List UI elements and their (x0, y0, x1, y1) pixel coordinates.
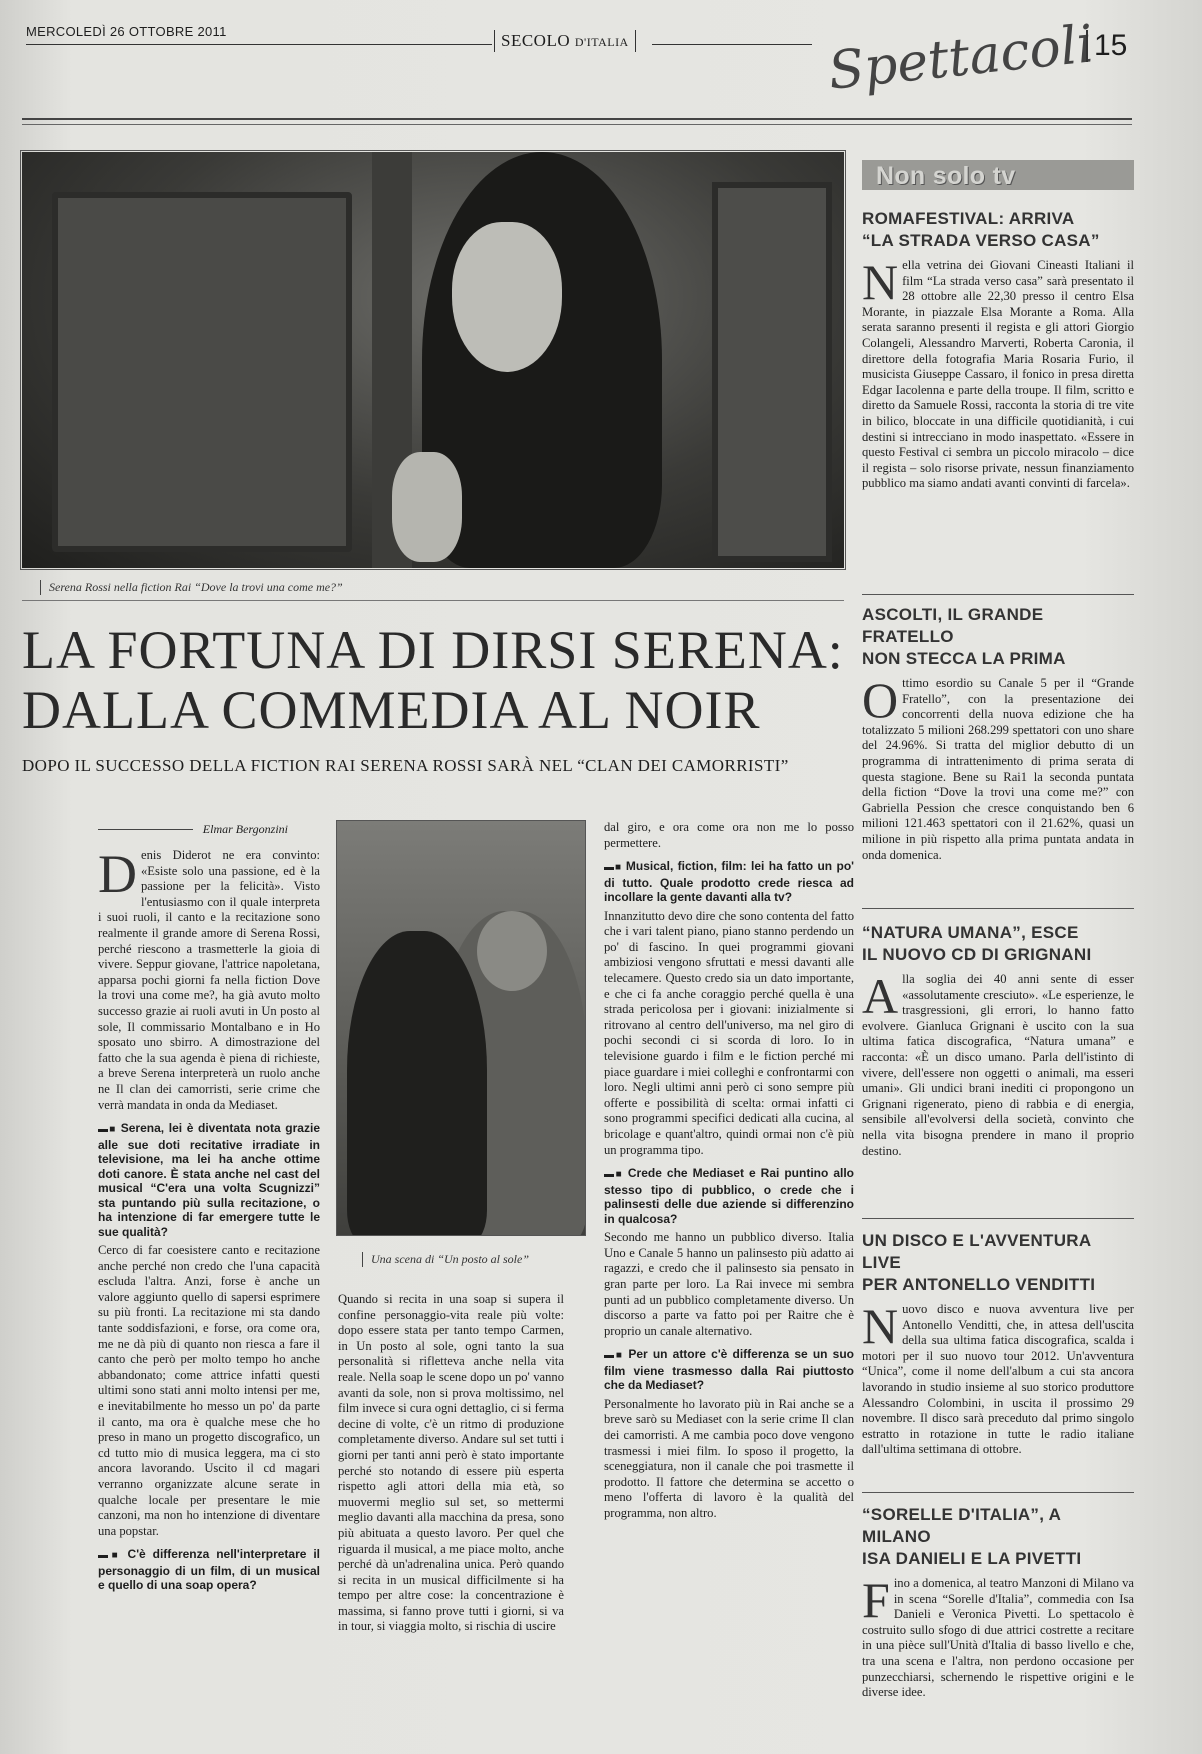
sidebar-rule (862, 1492, 1134, 1493)
sidebar-item-text: uovo disco e nuova avventura live per Antonello Venditti, che, in attesa dell'uscita della sua ultima fatica discografica, scalda i motori per il suo nuovo tour 2012. Un'avventura “Unica”, come il nome dell'album a cui sta ancora lavorando in studio insieme al suo storico produttore Alessandro Colombini, in uscita il prossimo 29 novembre. Il disco sarà preceduto dal primo singolo estratto in rotazione in tutte le radio italiane dall'ultima settimana di ottobre. (862, 1302, 1134, 1457)
interview-answer: Innanzitutto devo dire che sono contenta del fatto che i vari talent piano, piano stanno perdendo un po' di fascino. In quei programmi giovani ambiziosi vengono sfruttati e messi davanti alle telecamere. Questo credo sia un dato importante, e che ci fa anche coraggio perché quella è una strada pericolosa per i giovani: inizialmente si ritrovano al centro dell'universo, ma nel giro di pochi secondi ci si scorda di loro. Io in televisione guardo i film e le fiction perché mi piace guardare i miei colleghi e confrontarmi con loro. Negli ultimi anni però ci sono sempre più offerte e possibilità di scelta: ormai infatti ci sono programmi specifici dedicati alla cucina, al bricolage e quant'altro, quindi ormai non c'è più un programma tipo. (604, 908, 854, 1157)
sidebar-title-line: ROMAFESTIVAL: ARRIVA (862, 209, 1075, 228)
drop-cap: F (862, 1572, 890, 1628)
sidebar-item-romafestival (862, 208, 1134, 492)
sidebar-heading-label: Non solo tv (876, 162, 1016, 190)
issue-date: MERCOLEDÌ 26 OTTOBRE 2011 (26, 24, 227, 39)
sidebar-item-title (862, 1230, 1134, 1296)
sidebar-item-title (862, 208, 1134, 252)
drop-cap: O (862, 672, 899, 728)
kiss-photo-caption: Una scena di “Un posto al sole” (362, 1252, 529, 1267)
sidebar-item-text: ttimo esordio su Canale 5 per il “Grande Fratello”, con la presentazione dei concorrenti della nuova edizione che ha totalizzato 5 milioni 268.299 spettatori con uno share del 24.96%. Si tratta del miglior debutto di un programma di intrattenimento di prima serata di questa stagione. Bene su Rai1 la seconda puntata della fiction “Dove la trovi una come me?” con Gabriella Pession che cresce conquistando ben 6 milioni 121.463 spettatori con il 21.62%, quasi un milione in più rispetto alla prima puntata andata in onda domenica. (862, 676, 1134, 862)
article-column-1 (98, 848, 320, 1728)
interview-question: ▬■ Per un attore c'è differenza se un suo film viene trasmesso dalla Rai piuttosto che da Mediaset? (604, 1347, 854, 1393)
interview-answer: Secondo me hanno un pubblico diverso. Italia Uno e Canale 5 hanno un palinsesto più adatto ai ragazzi, e credo che il palinsesto sia pensato in gran parte per loro. La Rai invece mi sembra punti ad un pubblico completamente diverso. Un discorso a parte va fatto poi per Raitre che è proprio un canale alternativo. (604, 1230, 854, 1338)
top-rule (22, 118, 1132, 120)
sidebar-item-sorelle (862, 1504, 1134, 1701)
kiss-scene-photo (336, 820, 586, 1236)
sidebar-title-line: ISA DANIELI E LA PIVETTI (862, 1549, 1082, 1568)
sidebar-item-grignani (862, 922, 1134, 1159)
newspaper-name-main: SECOLO (501, 31, 571, 50)
section-title: Spettacoli (825, 14, 1097, 102)
continued-text: dal giro, e ora come ora non me lo posso permettere. (604, 820, 854, 850)
sidebar-item-venditti (862, 1230, 1134, 1458)
page-number: 15 (1086, 30, 1127, 62)
sidebar-item-body (862, 254, 1134, 492)
sidebar-item-body (862, 1298, 1134, 1458)
drop-cap: N (862, 254, 899, 310)
interview-answer: Personalmente ho lavorato più in Rai anche se a breve sarò su Mediaset con la serie crime Il clan dei camorristi. A me cambia poco dove vengono trasmessi i miei film. Io sposo il progetto, la sceneggiatura, non il canale che poi trasmette il prodotto. Il fattore che determina se accetto o meno l'offerta di lavoro è la qualità del programma, non altro. (604, 1396, 854, 1520)
top-rule-thin (22, 124, 1132, 125)
photo-woman (347, 931, 487, 1236)
sidebar-title-line: UN DISCO E L'AVVENTURA LIVE (862, 1231, 1091, 1272)
interview-question: ▬■ Musical, fiction, film: lei ha fatto un po' di tutto. Quale prodotto crede riesca ad incollare la gente davanti alla tv? (604, 859, 854, 905)
article-headline (22, 620, 852, 740)
interview-question: ▬■ Crede che Mediaset e Rai puntino allo stesso tipo di pubblico, o crede che i palinsesti delle due aziende si differenzino in qualcosa? (604, 1166, 854, 1226)
sidebar-item-text: lla soglia dei 40 anni sente di esser «assolutamente cresciuto». «Le esperienze, le trasgressioni, gli errori, lo hanno fatto evolvere. Gianluca Grignani è uscito con la sua ultima fatica discografica, “Natura umana” e racconta: «È un disco umano. Parla dell'istinto di vivere, dell'essere non oggetti o animali, ma esseri umani». Gli undici brani inediti ci propongono un Grignani rigenerato, pieno di rabbia e di energia, sensibile all'evolversi della società, convinto che nella vita bisogna prendere in mano il proprio destino. (862, 972, 1134, 1158)
sidebar-rule (862, 594, 1134, 595)
newspaper-name (494, 30, 636, 52)
sidebar-item-text: ella vetrina dei Giovani Cineasti Italiani il film “La strada verso casa” sarà presentato il 28 ottobre alle 22,30 presso il centro Elsa Morante, in piazzale Elsa Morante a Roma. Alla serata saranno presenti il regista e gli attori Giorgio Colangeli, Alessandro Marverti, Roberta Caronia, il direttore della fotografia Maria Rosaria Furio, il musicista Giuseppe Cassaro, il fonico in presa diretta Edgar Iacolenna e parte della troupe. Il film, scritto e diretto da Samuele Rossi, racconta la storia di tre vite in bilico, bloccate in una difficile quotidianità, i cui destini si intrecciano in modo inaspettato. «Essere in questo Festival ci sembra un piccolo miracolo – dice il regista – solo risorse private, nessun finanziamento pubblico ma siamo andati avanti convinti di farcela». (862, 258, 1134, 491)
sidebar-title-line: NON STECCA LA PRIMA (862, 649, 1066, 668)
sidebar-item-ascolti (862, 604, 1134, 863)
header-rule (26, 44, 492, 45)
article-column-2 (338, 1292, 564, 1728)
sidebar-rule (862, 1218, 1134, 1219)
article-byline: Elmar Bergonzini (98, 822, 288, 837)
sidebar-heading (862, 160, 1134, 190)
interview-question: ▬■ Serena, lei è diventata nota grazie alle sue doti recitative irradiate in televisione, ma lei ha anche ottime doti canore. È stata anche nel cast del musical “C'era una volta Scugnizzi” sta puntando più sulla recitazione, o ha intenzione di far emergere tutte le sue qualità? (98, 1121, 320, 1239)
sidebar-rule (862, 908, 1134, 909)
sidebar-item-body (862, 672, 1134, 863)
drop-cap: D (98, 848, 137, 904)
sidebar-item-text: ino a domenica, al teatro Manzoni di Milano va in scena “Sorelle d'Italia”, commedia con Isa Danieli e Veronica Pivetti. Lo spettacolo è costruito sullo sfogo di due attrici costrette a recitare in una pièce sull'Unità d'Italia di basso livello e che, tra una scena e l'altra, non perdono occasione per punzecchiarsi, schernendo le rispettive origini e le diverse idee. (862, 1576, 1134, 1700)
sidebar-item-body (862, 968, 1134, 1159)
interview-answer: Quando si recita in una soap si supera il confine personaggio-vita reale più volte: dopo essere stata per tanto tempo Carmen, in Un posto al sole, ogni tanto la sua personalità si rifletteva anche nella vita reale. Nella soap le scene dopo un po' vanno avanti da sole, non si prova moltissimo, nel film invece si cura ogni dettaglio, ci si ferma decine di volte, c'è un ritmo di produzione completamente diverso. Andare sul set tutti i giorni per tanti anni però è stato importante perché sto notando di essere più esperta rispetto agli attori della mia età, so muovermi meglio sul set, so mettermi meglio davanti alla macchina da presa, sono più abituata a questo lavoro. Per quel che riguarda il musical, a me piace molto, anche perché dà un'adrenalina unica. Però quando si recita in un musical difficilmente si ha tempo per altre cose: la concentrazione è massima, si fanno prove tutti i giorni, si va in tour, si viaggia molto, si rischia di uscire (338, 1292, 564, 1634)
drop-cap: N (862, 1298, 899, 1354)
photo-man-head (477, 911, 547, 991)
sidebar-title-line: “NATURA UMANA”, ESCE (862, 923, 1079, 942)
newspaper-name-small: D'ITALIA (574, 35, 629, 49)
sidebar-item-title (862, 1504, 1134, 1570)
main-photo-frame (20, 150, 846, 570)
sidebar-title-line: ASCOLTI, IL GRANDE FRATELLO (862, 605, 1044, 646)
interview-question: ▬■ C'è differenza nell'interpretare il personaggio di un film, di un musical e quello di una soap opera? (98, 1547, 320, 1593)
sidebar-title-line: IL NUOVO CD DI GRIGNANI (862, 945, 1092, 964)
article-subtitle: DOPO IL SUCCESSO DELLA FICTION RAI SERENA ROSSI SARÀ NEL “CLAN DEI CAMORRISTI” (22, 756, 789, 775)
intro-text: enis Diderot ne era convinto: «Esiste solo una passione, ed è la passione per la felicità». Visto l'entusiasmo con il quale interpreta i suoi ruoli, il canto e la recitazione sono realmente il grande amore di Serena Rossi, perché riescono a trasmetterle la gioia di vivere. Seppur giovane, l'attrice napoletana, apparsa pochi giorni fa nella fiction Dove la trovi una come me?, ha già avuto molto successo grazie ai ruoli avuti in Un posto al sole, Il commissario Montalbano e in Ho sposato uno sbirro. A dimostrazione del fatto che la sua agenda è piena di richieste, a breve Serena interpreterà un ruolo anche ne Il clan dei camorristi, serie crime che verrà mandata in onda da Mediaset. (98, 848, 320, 1112)
main-photo-caption: Serena Rossi nella fiction Rai “Dove la trovi una come me?” (40, 580, 343, 595)
article-column-3 (604, 820, 854, 1728)
interview-answer: Cerco di far coesistere canto e recitazione anche perché non credo che l'una capacità escluda l'altra. Anzi, forse è anche un valore aggiunto quello di sapersi esprimere su più fronti. La recitazione mi sta dando tante soddisfazioni, e forse, ora come ora, me ne dà più di quanto non riesca a fare il canto che però per molto tempo ho anche abbandonato; come attrice infatti questi ultimi sono stati anni molto intensi per me, e inevitabilmente ho messo un po' da parte il canto, ma ora è qualche mese che ho preso in mano un progetto discografico, un cd tutto mio di musica leggera, ma ci sto ancora lavorando. Uscito il cd magari verranno organizzate alcune serate in qualche locale per presentare le mie canzoni, ma non ho intenzione di diventare una popstar. (98, 1243, 320, 1538)
sidebar-title-line: “LA STRADA VERSO CASA” (862, 231, 1100, 250)
drop-cap: A (862, 968, 899, 1024)
sidebar-item-title (862, 604, 1134, 670)
headline-line-1: LA FORTUNA DI DIRSI SERENA: (22, 620, 844, 680)
sidebar-item-body (862, 1572, 1134, 1701)
sidebar-title-line: “SORELLE D'ITALIA”, A MILANO (862, 1505, 1061, 1546)
sidebar-title-line: PER ANTONELLO VENDITTI (862, 1275, 1096, 1294)
caption-rule (22, 600, 844, 601)
headline-line-2: DALLA COMMEDIA AL NOIR (22, 680, 761, 740)
header-rule-right (652, 44, 812, 45)
intro-paragraph (98, 848, 320, 1113)
sidebar-item-title (862, 922, 1134, 966)
